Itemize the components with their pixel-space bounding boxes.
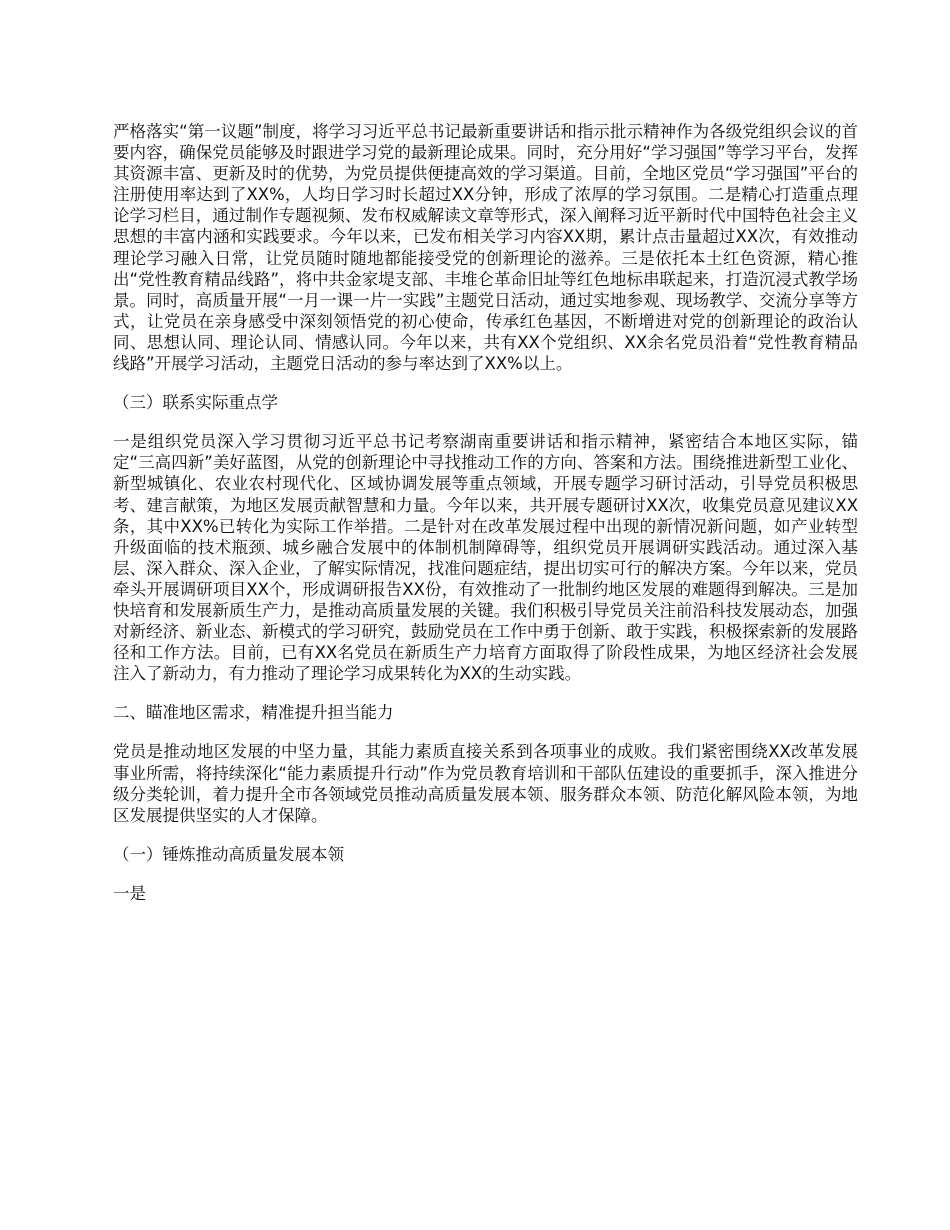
body-paragraph-4: 一是 <box>113 883 146 903</box>
chapter-heading-2: 二、瞄准地区需求，精准提升担当能力 <box>113 703 394 723</box>
body-paragraph-2: 一是组织党员深入学习贯彻习近平总书记考察湖南重要讲话和指示精神，紧密结合本地区实际，锚定“三高四新”美好蓝图，从党的创新理论中寻找推动工作的方向、答案和方法。围绕推进新型工业化、新型城镇化、农业农村现代化、区域协调发展等重点领域，开展专题学习研讨活动，引导党员积极思考、建言献策，为地区发展贡献智慧和力量。今年以来，共开展专题研讨XX次，收集党员意见建议XX条，其中XX%已转化为实际工作举措。二是针对在改革发展过程中出现的新情况新问题，如产业转型升级面临的技术瓶颈、城乡融合发展中的体制机制障碍等，组织党员开展调研实践活动。通过深入基层、深入群众、深入企业，了解实际情况，找准问题症结，提出切实可行的解决方案。今年以来，党员牵头开展调研项目XX个，形成调研报告XX份，有效推动了一批制约地区发展的难题得到解决。三是加快培育和发展新质生产力，是推动高质量发展的关键。我们积极引导党员关注前沿科技发展动态，加强对新经济、新业态、新模式的学习研究，鼓励党员在工作中勇于创新、敢于实践，积极探索新的发展路径和工作方法。目前，已有XX名党员在新质生产力培育方面取得了阶段性成果，为地区经济社会发展注入了新动力，有力推动了理论学习成果转化为XX的生动实践。 <box>113 432 858 684</box>
section-heading-3: （三）联系实际重点学 <box>113 393 278 413</box>
section-heading-1: （一）锤炼推动高质量发展本领 <box>113 844 344 864</box>
document-body <box>113 121 858 922</box>
body-paragraph-1: 严格落实“第一议题”制度，将学习习近平总书记最新重要讲话和指示批示精神作为各级党组织会议的首要内容，确保党员能够及时跟进学习党的最新理论成果。同时，充分用好“学习强国”等学习平台，发挥其资源丰富、更新及时的优势，为党员提供便捷高效的学习渠道。目前，全地区党员“学习强国”平台的注册使用率达到了XX%，人均日学习时长超过XX分钟，形成了浓厚的学习氛围。二是精心打造重点理论学习栏目，通过制作专题视频、发布权威解读文章等形式，深入阐释习近平新时代中国特色社会主义思想的丰富内涵和实践要求。今年以来，已发布相关学习内容XX期，累计点击量超过XX次，有效推动理论学习融入日常，让党员随时随地都能接受党的创新理论的滋养。三是依托本土红色资源，精心推出“党性教育精品线路”，将中共金家堤支部、丰堆仑革命旧址等红色地标串联起来，打造沉浸式教学场景。同时，高质量开展“一月一课一片一实践”主题党日活动，通过实地参观、现场教学、交流分享等方式，让党员在亲身感受中深刻领悟党的初心使命，传承红色基因，不断增进对党的创新理论的政治认同、思想认同、理论认同、情感认同。今年以来，共有XX个党组织、XX余名党员沿着“党性教育精品线路”开展学习活动，主题党日活动的参与率达到了XX%以上。 <box>113 122 858 374</box>
body-paragraph-3: 党员是推动地区发展的中坚力量，其能力素质直接关系到各项事业的成败。我们紧密围绕XX改革发展事业所需，将持续深化“能力素质提升行动”作为党员教育培训和干部队伍建设的重要抓手，深入推进分级分类轮训，着力提升全市各领域党员推动高质量发展本领、服务群众本领、防范化解风险本领，为地区发展提供坚实的人才保障。 <box>113 742 858 825</box>
